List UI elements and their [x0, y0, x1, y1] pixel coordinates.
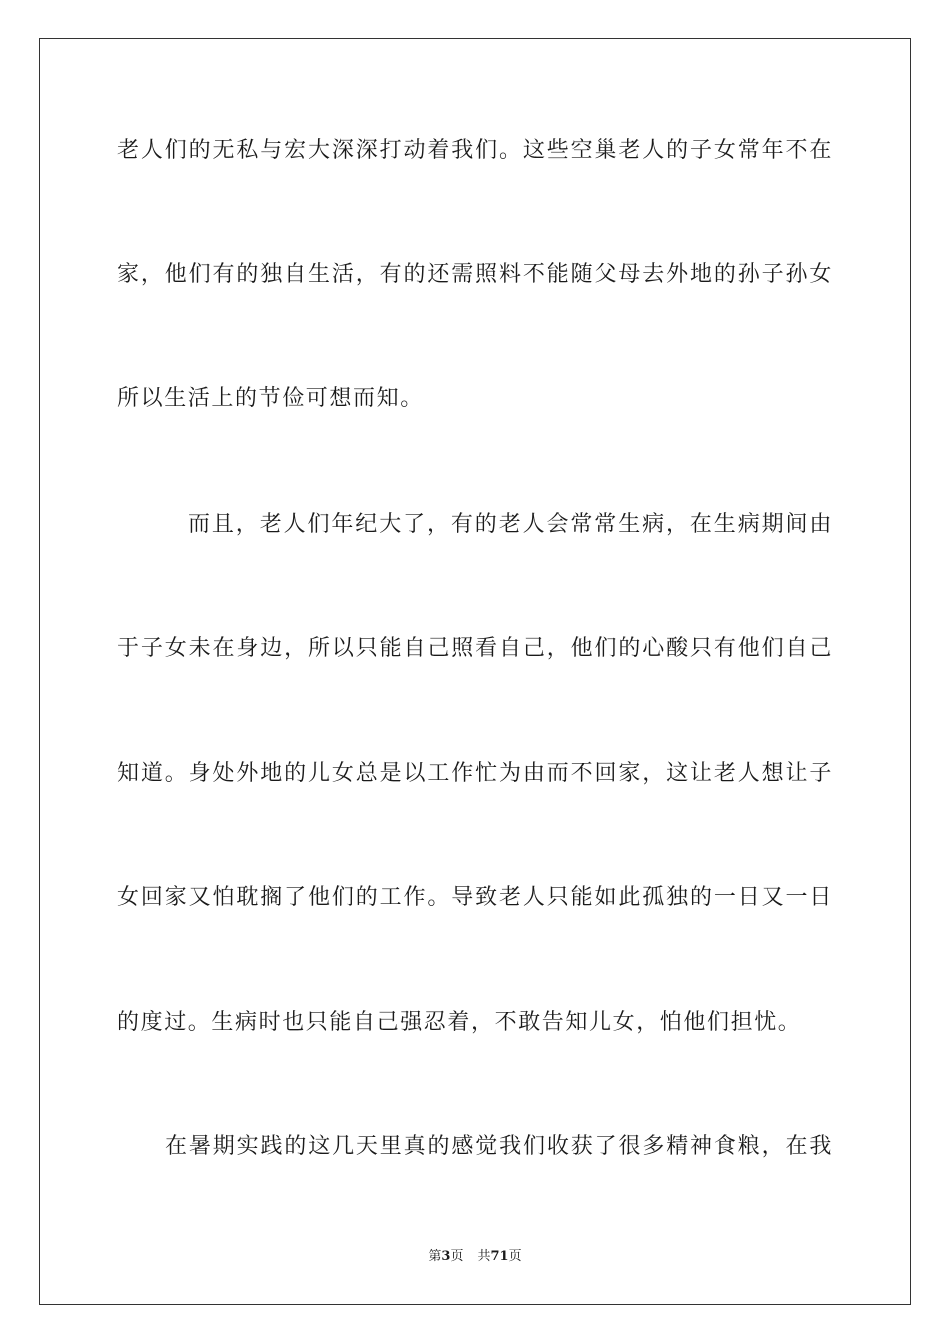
body-line-8: 的度过。生病时也只能自己强忍着，不敢告知儿女，怕他们担忧。 [117, 1010, 802, 1035]
body-line-2: 家，他们有的独自生活，有的还需照料不能随父母去外地的孙子孙女 [117, 262, 833, 287]
page-suffix: 页 [450, 1249, 464, 1264]
body-line-1: 老人们的无私与宏大深深打动着我们。这些空巢老人的子女常年不在 [117, 138, 833, 163]
page-footer [0, 1248, 950, 1266]
body-line-9: 在暑期实践的这几天里真的感觉我们收获了很多精神食粮，在我 [165, 1134, 833, 1159]
total-pages: 71 [490, 1249, 509, 1264]
body-line-3: 所以生活上的节俭可想而知。 [117, 386, 424, 411]
body-line-7: 女回家又怕耽搁了他们的工作。导致老人只能如此孤独的一日又一日 [117, 885, 833, 910]
page-border [39, 38, 911, 1305]
total-suffix: 页 [508, 1249, 522, 1264]
body-line-4: 而且，老人们年纪大了，有的老人会常常生病，在生病期间由 [188, 512, 833, 537]
page-number: 3 [441, 1249, 451, 1264]
total-prefix: 共 [477, 1249, 491, 1264]
page-prefix: 第 [428, 1249, 442, 1264]
body-line-6: 知道。身处外地的儿女总是以工作忙为由而不回家，这让老人想让子 [117, 761, 833, 786]
body-line-5: 于子女未在身边，所以只能自己照看自己，他们的心酸只有他们自己 [117, 636, 833, 661]
